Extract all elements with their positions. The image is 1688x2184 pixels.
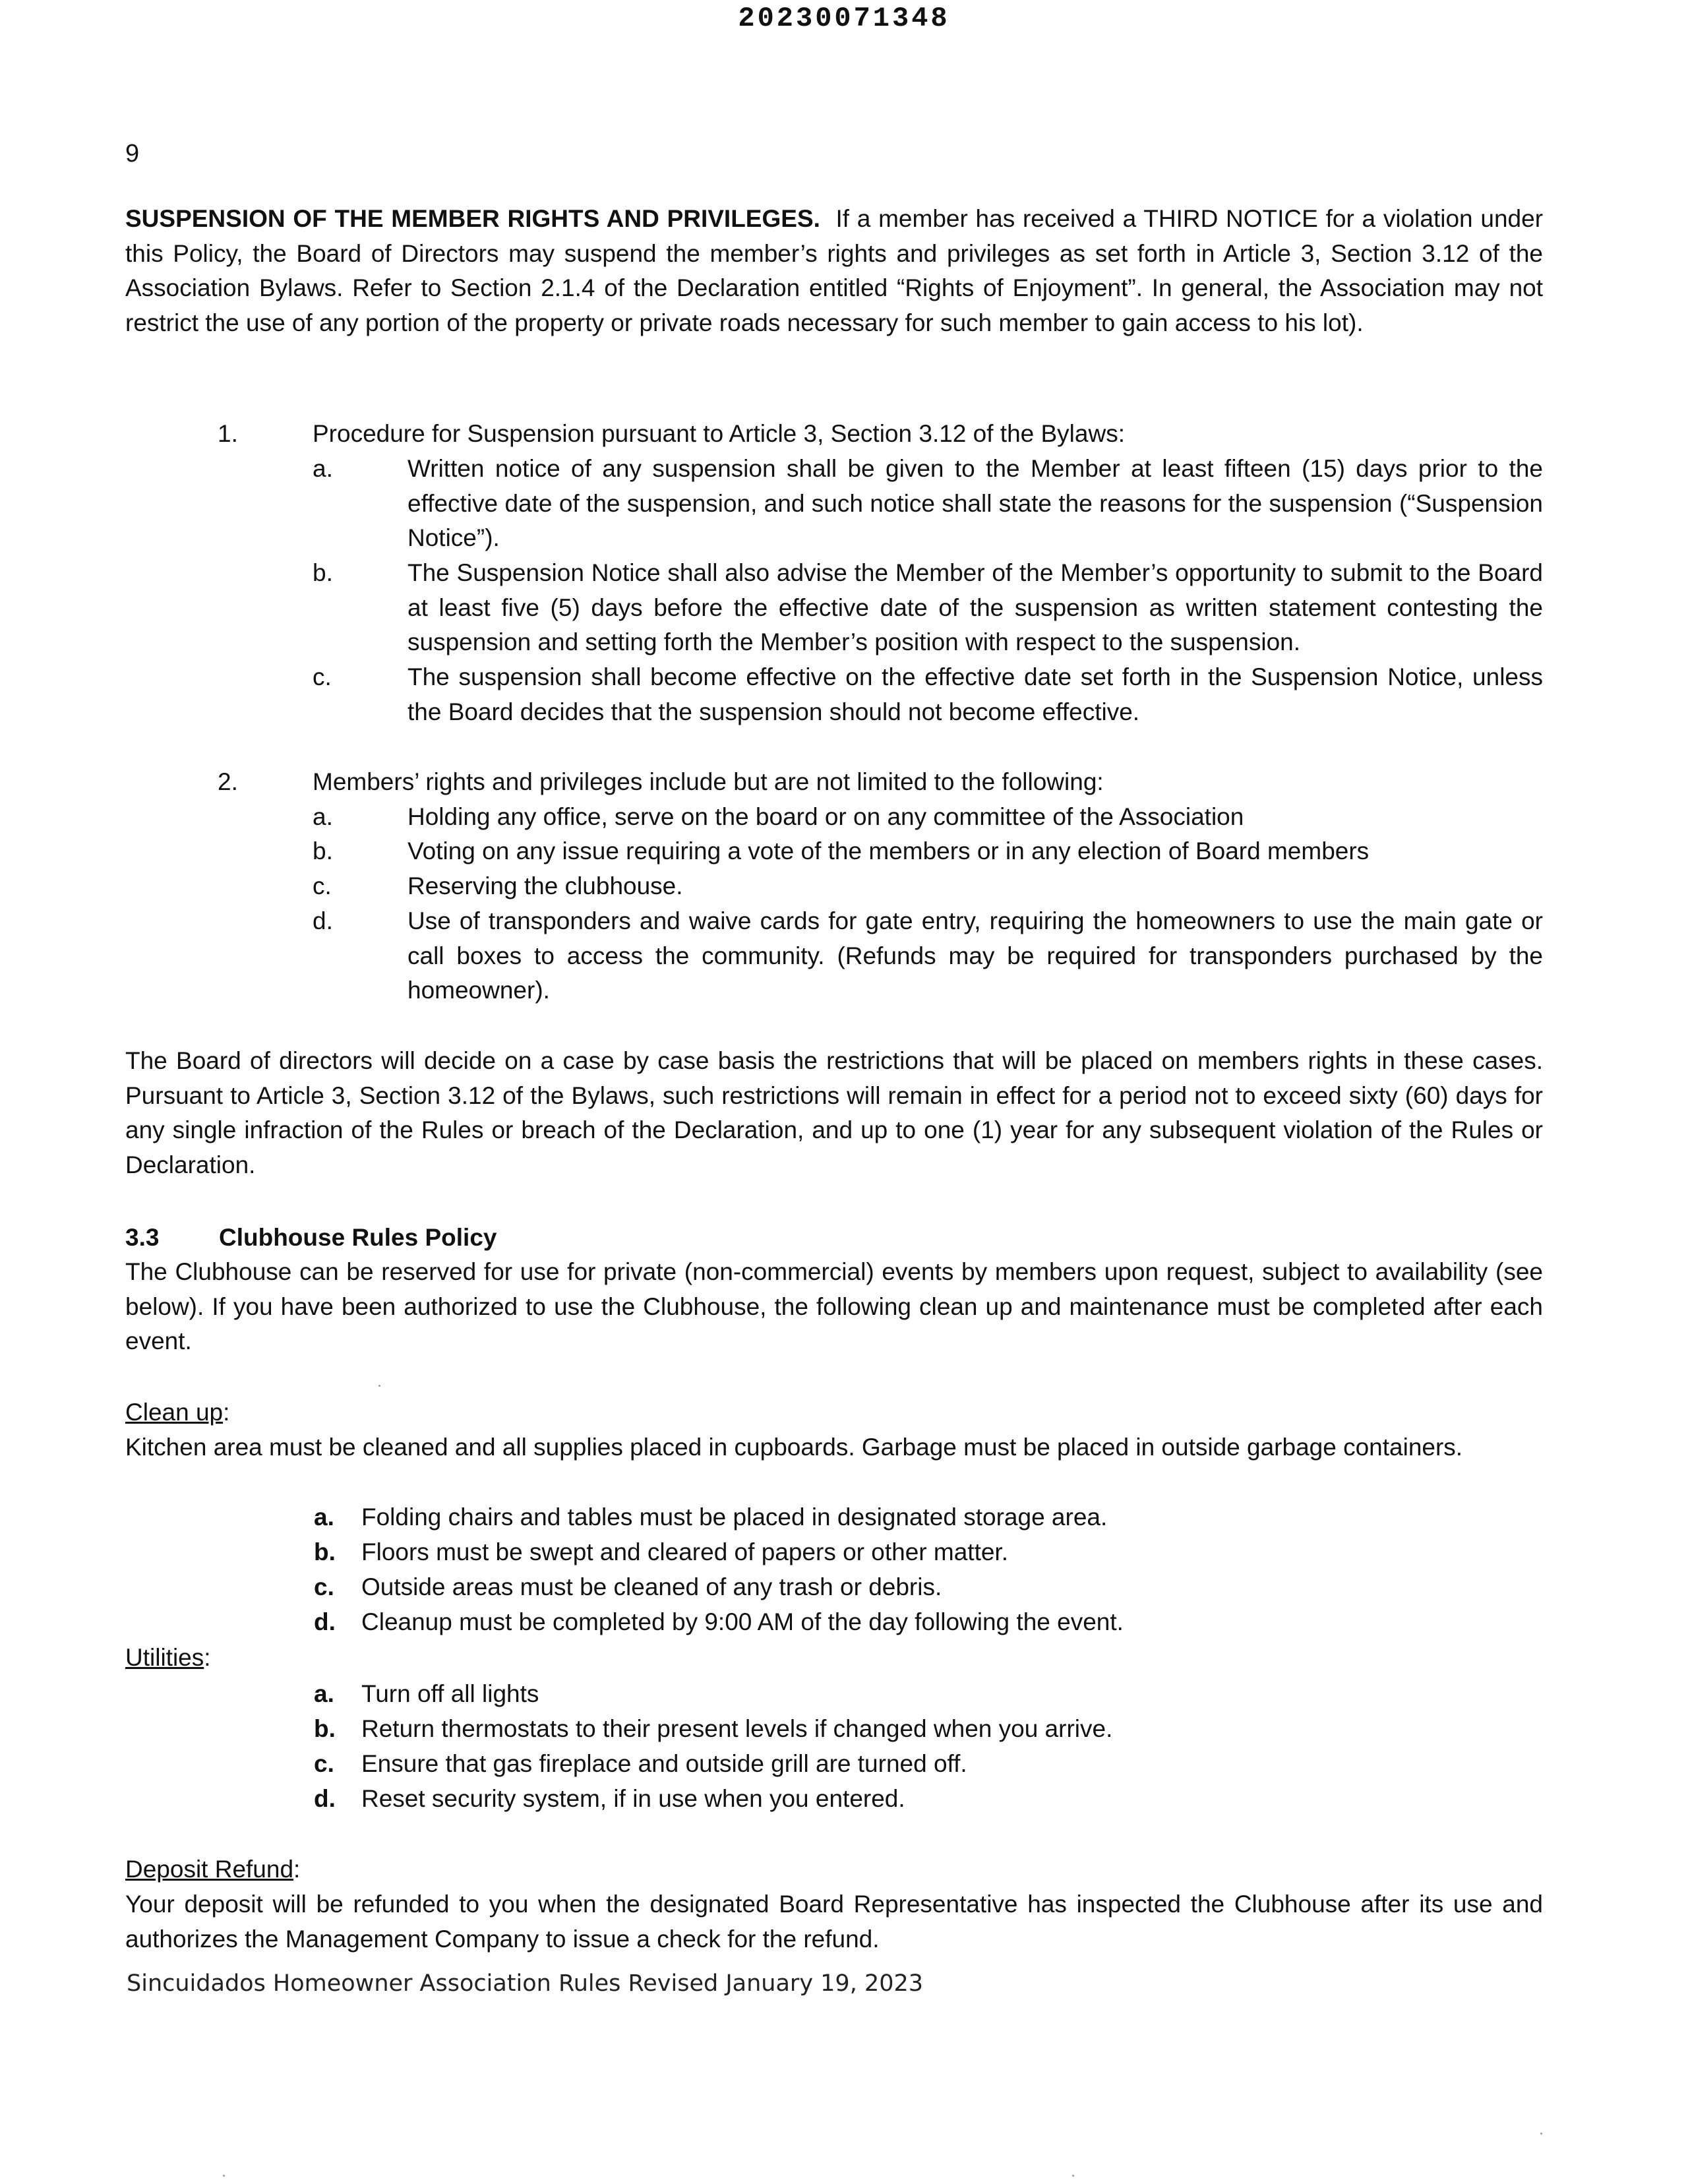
scan-speck xyxy=(1540,2133,1542,2135)
sub-label: c. xyxy=(313,663,332,690)
scan-speck xyxy=(378,1385,380,1387)
utilities-label: c. xyxy=(314,1750,334,1777)
utilities-label: d. xyxy=(314,1785,336,1812)
utilities-item: Turn off all lights xyxy=(361,1680,539,1707)
cleanup-label: b. xyxy=(314,1538,336,1565)
sub-text: Voting on any issue requiring a vote of the members or in any election of Board members xyxy=(407,837,1370,864)
cleanup-item: Floors must be swept and cleared of papers or other matter. xyxy=(361,1538,1008,1565)
utilities-item: Reset security system, if in use when you entered. xyxy=(361,1785,905,1812)
sub-text: The Suspension Notice shall also advise the Member of the Member’s opportunity to submit to the Board at least five (5) days before the effective date of the suspension as written statement contesting the suspension and setting forth the Member’s position with respect to the suspension. xyxy=(407,559,1543,655)
cleanup-item: Cleanup must be completed by 9:00 AM of the day following the event. xyxy=(361,1608,1124,1635)
cleanup-text: Kitchen area must be cleaned and all supplies placed in cupboards. Garbage must be placed in outside garbage containers. xyxy=(125,1434,1463,1461)
sub-text: Reserving the clubhouse. xyxy=(407,872,683,899)
cleanup-label: c. xyxy=(314,1573,334,1600)
list-number-1: 1. xyxy=(218,420,238,447)
page-number: 9 xyxy=(125,140,140,167)
restrictions-paragraph: The Board of directors will decide on a case by case basis the restrictions that will be placed on members rights in these cases. Pursuant to Article 3, Section 3.12 of the Bylaws, such restrictions will remain in effect for a period not to exceed sixty (60) days for any single infraction of the Rules or breach of the Declaration, and up to one (1) year for any subsequent violation of the Rules or Declaration. xyxy=(125,1047,1543,1178)
utilities-item: Return thermostats to their present levels if changed when you arrive. xyxy=(361,1715,1113,1742)
utilities-heading: Utilities: xyxy=(125,1644,211,1671)
list-number-2: 2. xyxy=(218,768,238,795)
utilities-label: a. xyxy=(314,1680,334,1707)
scan-speck xyxy=(223,2175,225,2177)
clubhouse-intro: The Clubhouse can be reserved for use for private (non-commercial) events by members upon request, subject to availability (see below). If you have been authorized to use the Clubhouse, the following clean up and maintenance must be completed after each event. xyxy=(125,1258,1543,1354)
sub-label: d. xyxy=(313,907,333,934)
sub-label: b. xyxy=(313,837,333,864)
utilities-item: Ensure that gas fireplace and outside grill are turned off. xyxy=(361,1750,967,1777)
sub-text: Use of transponders and waive cards for gate entry, requiring the homeowners to use the main gate or call boxes to access the community. (Refunds may be required for transponders purchased by the homeowner). xyxy=(407,907,1543,1004)
cleanup-item: Folding chairs and tables must be placed in designated storage area. xyxy=(361,1503,1108,1531)
sub-label: b. xyxy=(313,559,333,586)
cleanup-label: a. xyxy=(314,1503,334,1531)
section-title: Clubhouse Rules Policy xyxy=(219,1224,497,1251)
cleanup-item: Outside areas must be cleaned of any trash or debris. xyxy=(361,1573,942,1600)
sub-text: The suspension shall become effective on the effective date set forth in the Suspension Notice, unless the Board decides that the suspension should not become effective. xyxy=(407,663,1543,725)
list-title-1: Procedure for Suspension pursuant to Article 3, Section 3.12 of the Bylaws: xyxy=(313,420,1125,447)
utilities-label: b. xyxy=(314,1715,336,1742)
suspension-heading: SUSPENSION OF THE MEMBER RIGHTS AND PRIVILEGES. xyxy=(125,205,820,232)
sub-text: Holding any office, serve on the board or on any committee of the Association xyxy=(407,803,1244,830)
scan-speck xyxy=(1072,2175,1074,2177)
sub-label: a. xyxy=(313,803,333,830)
cleanup-heading: Clean up: xyxy=(125,1399,230,1426)
deposit-heading: Deposit Refund: xyxy=(125,1856,301,1883)
footer-revision: Sincuidados Homeowner Association Rules Revised January 19, 2023 xyxy=(127,1970,924,1997)
suspension-paragraph xyxy=(125,202,1543,340)
suspension-body: If a member has received a THIRD NOTICE for a violation under this Policy, the Board of Directors may suspend the member’s rights and privileges as set forth in Article 3, Section 3.12 of the Association Bylaws. Refer to Section 2.1.4 of the Declaration entitled “Rights of Enjoyment”. In general, the Association may not restrict the use of any portion of the property or private roads necessary for such member to gain access to his lot). xyxy=(125,205,1544,336)
sub-text: Written notice of any suspension shall be given to the Member at least fifteen (15) days prior to the effective date of the suspension, and such notice shall state the reasons for the suspension (“Suspension Notice”). xyxy=(407,455,1543,551)
document-number: 20230071348 xyxy=(738,3,950,34)
cleanup-label: d. xyxy=(314,1608,336,1635)
deposit-text: Your deposit will be refunded to you when the designated Board Representative has inspected the Clubhouse after its use and authorizes the Management Company to issue a check for the refund. xyxy=(125,1891,1543,1953)
list-title-2: Members’ rights and privileges include but are not limited to the following: xyxy=(313,768,1104,795)
section-number: 3.3 xyxy=(125,1224,160,1251)
sub-label: a. xyxy=(313,455,333,482)
sub-label: c. xyxy=(313,872,332,899)
